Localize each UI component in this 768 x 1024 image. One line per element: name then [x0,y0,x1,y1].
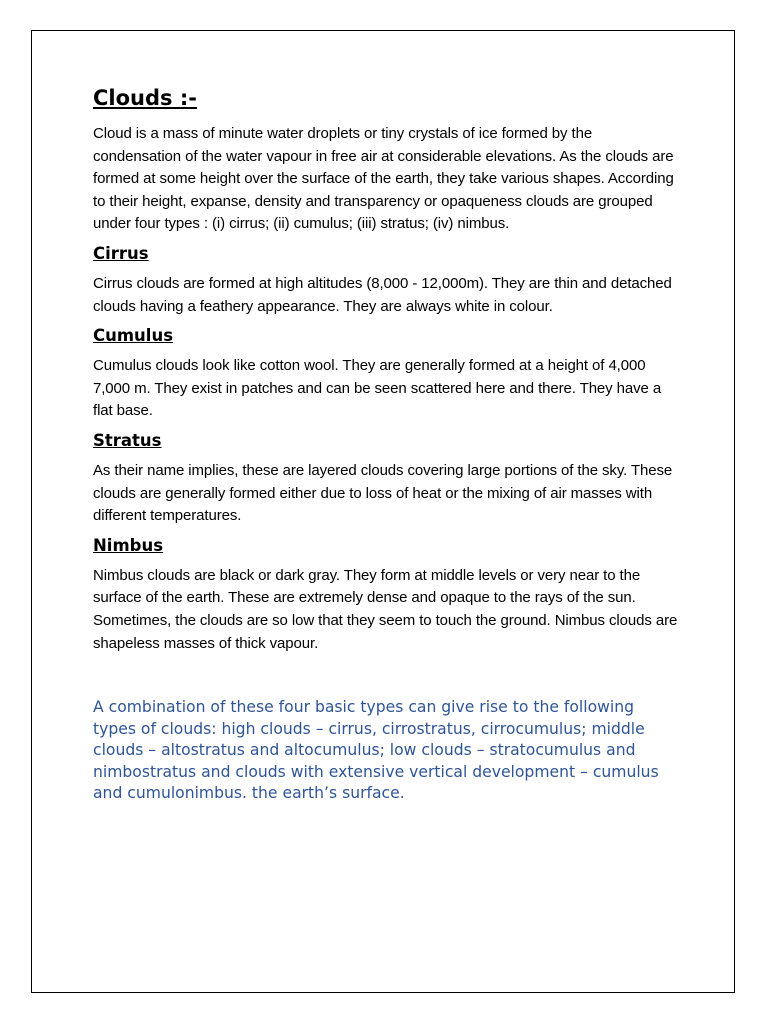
section-heading-cirrus: Cirrus [93,243,149,263]
section-heading-stratus: Stratus [93,430,162,450]
section-text-nimbus: Nimbus clouds are black or dark gray. They form at middle levels or very near to the surface of the earth. These are extremely dense and opaque to the rays of the sun. Sometimes, the clouds are so low that they seem to touch the ground. Nimbus clouds are shapeless masses of thick vapour. [93,566,678,652]
page-title: Clouds :- [93,86,197,110]
section-heading-nimbus: Nimbus [93,535,164,555]
document-body [93,83,683,805]
section-text-cirrus: Cirrus clouds are formed at high altitudes (8,000 - 12,000m). They are thin and detached clouds having a feathery appearance. They are always white in colour. [93,274,672,315]
section-heading-cumulus: Cumulus [93,326,174,346]
combination-note: A combination of these four basic types can give rise to the following types of clouds: high clouds – cirrus, cirrostratus, cirrocumulus; middle clouds – altostratus and altocumulus; low clouds – stratocumulus and nimbostratus and clouds with extensive vertical development – cumulus and cumulonimbus. the earth’s surface. [93,698,659,803]
section-text-cumulus: Cumulus clouds look like cotton wool. They are generally formed at a height of 4,000 7,000 m. They exist in patches and can be seen scattered here and there. They have a flat base. [93,357,662,420]
intro-paragraph: Cloud is a mass of minute water droplets or tiny crystals of ice formed by the condensation of the water vapour in free air at considerable elevations. As the clouds are formed at some height over the surface of the earth, they take various shapes. According to their height, expanse, density and transparency or opaqueness clouds are grouped under four types : (i) cirrus; (ii) cumulus; (iii) stratus; (iv) nimbus. [93,125,674,233]
section-text-stratus: As their name implies, these are layered clouds covering large portions of the sky. These clouds are generally formed either due to loss of heat or the mixing of air masses with different temperatures. [93,461,673,525]
